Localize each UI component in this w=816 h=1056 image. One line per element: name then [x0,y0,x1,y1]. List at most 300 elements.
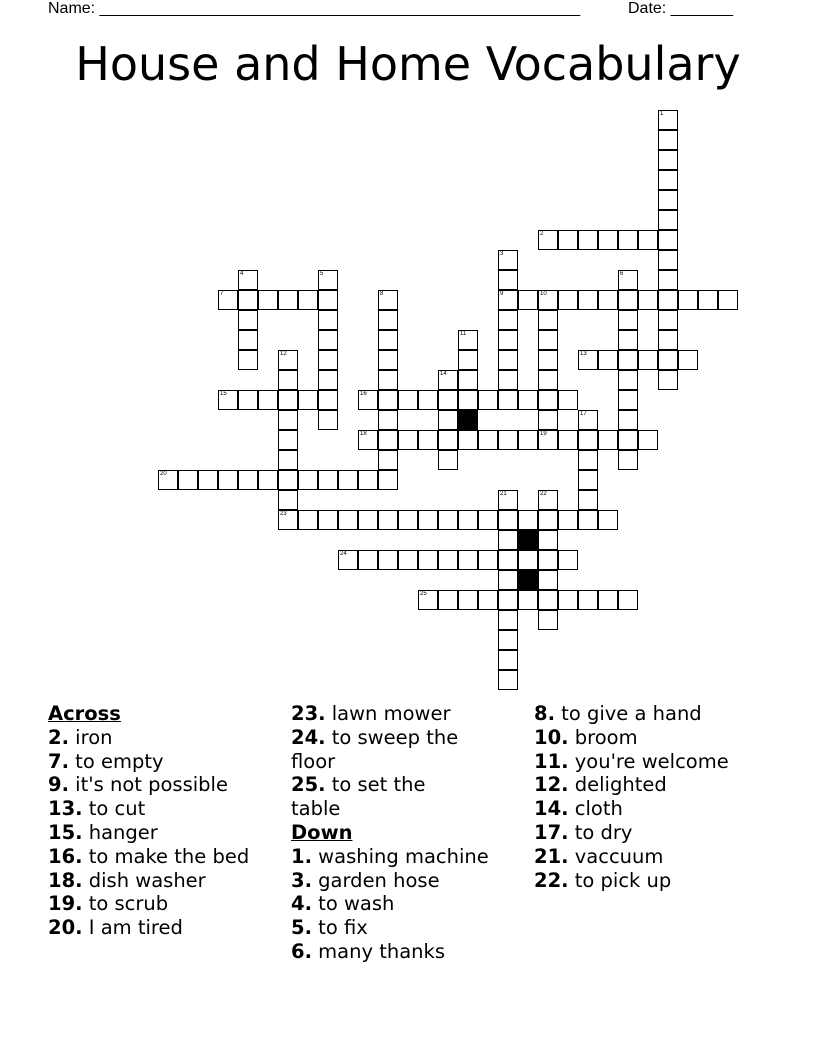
clue-text: vaccuum [568,844,664,868]
grid-cell[interactable] [538,610,558,630]
grid-cell[interactable] [458,370,478,390]
grid-cell[interactable] [538,370,558,390]
clue-text: cloth [568,797,623,821]
grid-cell[interactable] [478,550,498,570]
grid-cell[interactable] [238,270,258,290]
grid-cell[interactable] [658,130,678,150]
across-clue-2 [48,726,249,750]
across-clue-9 [48,773,249,797]
grid-cell[interactable] [498,290,518,310]
grid-cell[interactable] [658,270,678,290]
grid-cell[interactable] [518,590,538,610]
grid-cell[interactable] [438,370,458,390]
grid-cell[interactable] [618,310,638,330]
clue-number: 8. [534,702,555,725]
grid-cell[interactable] [658,170,678,190]
grid-cell[interactable] [478,430,498,450]
grid-cell[interactable] [478,510,498,530]
grid-cell[interactable] [318,350,338,370]
grid-cell[interactable] [358,510,378,530]
grid-cell[interactable] [438,450,458,470]
down-clue-4 [291,892,489,916]
grid-block [458,410,478,430]
down-clue-6 [291,940,489,964]
across-heading: Across [48,702,121,725]
grid-cell[interactable] [618,410,638,430]
grid-cell[interactable] [658,150,678,170]
clue-text: to set the table [291,773,426,821]
grid-cell[interactable] [538,490,558,510]
clue-text: to scrub [82,892,169,916]
grid-cell[interactable] [598,290,618,310]
grid-cell[interactable] [498,490,518,510]
grid-cell[interactable] [638,290,658,310]
clue-number: 24. [291,725,326,749]
grid-cell[interactable] [378,550,398,570]
cell-number: 10 [540,291,547,297]
grid-cell[interactable] [498,350,518,370]
grid-cell[interactable] [158,470,178,490]
grid-cell[interactable] [618,450,638,470]
grid-cell[interactable] [598,430,618,450]
grid-cell[interactable] [578,470,598,490]
grid-cell[interactable] [698,290,718,310]
grid-cell[interactable] [618,590,638,610]
clue-number: 1. [291,844,312,868]
grid-cell[interactable] [658,250,678,270]
cell-number: 6 [620,271,624,277]
clue-number: 12. [534,773,569,797]
grid-cell[interactable] [458,350,478,370]
grid-cell[interactable] [318,370,338,390]
grid-cell[interactable] [378,430,398,450]
grid-cell[interactable] [518,430,538,450]
grid-cell[interactable] [258,390,278,410]
down-clue-14 [534,797,729,821]
across-clue-16 [48,845,249,869]
grid-cell[interactable] [538,510,558,530]
cell-number: 17 [580,411,587,417]
cell-number: 13 [580,351,587,357]
across-clue-19 [48,892,249,916]
grid-cell[interactable] [578,350,598,370]
grid-cell[interactable] [618,270,638,290]
clue-number: 5. [291,916,312,940]
clue-text: to sweep the floor [291,725,459,773]
clue-number: 20. [48,916,83,940]
grid-cell[interactable] [498,630,518,650]
grid-cell[interactable] [558,390,578,410]
clue-number: 15. [48,820,83,844]
grid-cell[interactable] [378,410,398,430]
grid-cell[interactable] [558,230,578,250]
cell-number: 7 [220,291,224,297]
grid-cell[interactable] [258,470,278,490]
grid-cell[interactable] [358,390,378,410]
grid-cell[interactable] [458,330,478,350]
grid-cell[interactable] [458,390,478,410]
grid-cell[interactable] [618,430,638,450]
grid-cell[interactable] [358,470,378,490]
grid-cell[interactable] [378,370,398,390]
grid-cell[interactable] [678,350,698,370]
grid-cell[interactable] [598,230,618,250]
clue-number: 22. [534,868,569,892]
across-clue-13 [48,797,249,821]
grid-cell[interactable] [638,230,658,250]
grid-cell[interactable] [378,510,398,530]
down-clue-22 [534,869,729,893]
down-clue-11 [534,750,729,774]
across-clue-23 [291,702,489,726]
cell-number: 3 [500,251,504,257]
grid-cell[interactable] [518,510,538,530]
grid-cell[interactable] [278,450,298,470]
cell-number: 4 [240,271,244,277]
grid-block [518,530,538,550]
down-clue-3 [291,869,489,893]
grid-cell[interactable] [318,390,338,410]
grid-cell[interactable] [558,430,578,450]
grid-cell[interactable] [678,290,698,310]
grid-cell[interactable] [618,370,638,390]
clue-text: many thanks [311,939,445,963]
grid-cell[interactable] [558,590,578,610]
grid-cell[interactable] [438,430,458,450]
clue-text: to empty [68,749,164,773]
grid-cell[interactable] [538,390,558,410]
grid-cell[interactable] [438,510,458,530]
grid-cell[interactable] [318,470,338,490]
grid-cell[interactable] [238,310,258,330]
grid-cell[interactable] [538,410,558,430]
grid-cell[interactable] [238,290,258,310]
grid-cell[interactable] [418,590,438,610]
clue-number: 4. [291,892,312,916]
grid-cell[interactable] [498,610,518,630]
grid-cell[interactable] [398,510,418,530]
grid-cell[interactable] [278,350,298,370]
grid-cell[interactable] [578,590,598,610]
grid-cell[interactable] [418,510,438,530]
across-clue-25 [291,773,481,821]
clue-number: 21. [534,844,569,868]
grid-cell[interactable] [238,390,258,410]
grid-cell[interactable] [538,330,558,350]
grid-cell[interactable] [378,350,398,370]
grid-cell[interactable] [578,230,598,250]
clue-number: 11. [534,749,569,773]
grid-cell[interactable] [318,510,338,530]
down-clue-12 [534,773,729,797]
grid-cell[interactable] [498,530,518,550]
grid-cell[interactable] [538,230,558,250]
clue-number: 2. [48,725,69,749]
grid-cell[interactable] [658,330,678,350]
across-clue-15 [48,821,249,845]
grid-cell[interactable] [538,530,558,550]
grid-cell[interactable] [538,310,558,330]
grid-cell[interactable] [638,350,658,370]
clue-text: garden hose [311,868,440,892]
across-clue-18 [48,869,249,893]
grid-cell[interactable] [458,590,478,610]
grid-cell[interactable] [258,290,278,310]
grid-cell[interactable] [438,590,458,610]
grid-cell[interactable] [278,490,298,510]
grid-cell[interactable] [458,430,478,450]
clue-text: I am tired [82,916,183,940]
grid-cell[interactable] [498,370,518,390]
cell-number: 12 [280,351,287,357]
cell-number: 19 [540,431,547,437]
grid-cell[interactable] [418,390,438,410]
down-clue-21 [534,845,729,869]
grid-cell[interactable] [538,290,558,310]
grid-cell[interactable] [558,510,578,530]
grid-cell[interactable] [338,510,358,530]
grid-cell[interactable] [318,410,338,430]
clue-text: to wash [311,892,395,916]
grid-cell[interactable] [578,430,598,450]
clue-text: hanger [82,820,158,844]
cell-number: 25 [420,591,427,597]
grid-cell[interactable] [298,290,318,310]
grid-cell[interactable] [238,350,258,370]
grid-cell[interactable] [218,390,238,410]
grid-cell[interactable] [378,290,398,310]
grid-cell[interactable] [498,270,518,290]
clue-text: to make the bed [82,844,250,868]
grid-cell[interactable] [498,390,518,410]
grid-cell[interactable] [498,570,518,590]
grid-cell[interactable] [498,550,518,570]
grid-cell[interactable] [318,310,338,330]
grid-cell[interactable] [618,390,638,410]
grid-cell[interactable] [378,470,398,490]
grid-cell[interactable] [658,370,678,390]
clue-number: 9. [48,773,69,797]
grid-cell[interactable] [278,510,298,530]
grid-cell[interactable] [618,290,638,310]
grid-cell[interactable] [438,410,458,430]
grid-cell[interactable] [598,350,618,370]
grid-cell[interactable] [398,430,418,450]
clues-column-3 [534,702,729,892]
page-title: House and Home Vocabulary [75,37,741,91]
clues-column-2 [291,702,489,964]
cell-number: 18 [360,431,367,437]
grid-cell[interactable] [658,290,678,310]
grid-cell[interactable] [198,470,218,490]
grid-cell[interactable] [618,230,638,250]
clue-number: 25. [291,773,326,797]
down-heading: Down [291,820,353,844]
cell-number: 8 [380,291,384,297]
grid-cell[interactable] [378,390,398,410]
grid-cell[interactable] [458,550,478,570]
down-clue-17 [534,821,729,845]
clue-number: 19. [48,892,83,916]
grid-cell[interactable] [518,390,538,410]
grid-cell[interactable] [538,430,558,450]
clue-text: to pick up [568,868,672,892]
clue-number: 16. [48,844,83,868]
grid-cell[interactable] [398,390,418,410]
grid-block [518,570,538,590]
grid-cell[interactable] [298,510,318,530]
grid-cell[interactable] [278,290,298,310]
grid-cell[interactable] [318,330,338,350]
grid-cell[interactable] [318,290,338,310]
cell-number: 2 [540,231,544,237]
grid-cell[interactable] [458,510,478,530]
down-list-part-1 [291,845,489,964]
cell-number: 23 [280,511,287,517]
grid-cell[interactable] [618,330,638,350]
cell-number: 16 [360,391,367,397]
date-field[interactable]: Date: _______ [628,0,733,17]
grid-cell[interactable] [278,430,298,450]
grid-cell[interactable] [378,450,398,470]
grid-cell[interactable] [718,290,738,310]
clue-number: 13. [48,797,83,821]
grid-cell[interactable] [658,310,678,330]
grid-cell[interactable] [498,670,518,690]
clue-text: delighted [568,773,667,797]
grid-cell[interactable] [578,290,598,310]
grid-cell[interactable] [498,250,518,270]
down-list-part-2 [534,702,729,892]
grid-cell[interactable] [358,430,378,450]
clue-text: to dry [568,820,633,844]
grid-cell[interactable] [518,290,538,310]
grid-cell[interactable] [318,270,338,290]
grid-cell[interactable] [238,470,258,490]
grid-cell[interactable] [418,430,438,450]
cell-number: 22 [540,491,547,497]
clue-number: 6. [291,939,312,963]
clue-number: 3. [291,868,312,892]
across-list-part-2 [291,702,489,821]
grid-cell[interactable] [338,550,358,570]
grid-cell[interactable] [478,390,498,410]
grid-cell[interactable] [338,470,358,490]
grid-cell[interactable] [558,290,578,310]
grid-cell[interactable] [658,110,678,130]
cell-number: 11 [460,331,467,337]
clue-number: 17. [534,820,569,844]
grid-cell[interactable] [278,390,298,410]
grid-cell[interactable] [378,330,398,350]
across-clue-7 [48,750,249,774]
clue-text: washing machine [311,844,489,868]
grid-cell[interactable] [618,350,638,370]
grid-cell[interactable] [238,330,258,350]
clue-text: to cut [82,797,146,821]
grid-cell[interactable] [558,550,578,570]
cell-number: 24 [340,551,347,557]
cell-number: 14 [440,371,447,377]
cell-number: 15 [220,391,227,397]
grid-cell[interactable] [638,430,658,450]
grid-cell[interactable] [578,490,598,510]
clue-text: to fix [311,916,368,940]
cell-number: 5 [320,271,324,277]
grid-cell[interactable] [538,570,558,590]
grid-cell[interactable] [538,350,558,370]
clue-text: broom [568,725,638,749]
across-list-part-1 [48,726,249,940]
cell-number: 20 [160,471,167,477]
across-clue-20 [48,916,249,940]
grid-cell[interactable] [538,590,558,610]
grid-cell[interactable] [578,410,598,430]
grid-cell[interactable] [278,470,298,490]
grid-cell[interactable] [498,330,518,350]
grid-cell[interactable] [438,390,458,410]
grid-cell[interactable] [378,310,398,330]
cell-number: 9 [500,291,504,297]
cell-number: 1 [660,111,664,117]
grid-cell[interactable] [518,550,538,570]
grid-cell[interactable] [218,470,238,490]
down-clue-10 [534,726,729,750]
grid-cell[interactable] [658,350,678,370]
name-field[interactable]: Name: ______________________________________________________ [48,0,581,17]
clue-number: 7. [48,749,69,773]
grid-cell[interactable] [598,510,618,530]
grid-cell[interactable] [398,550,418,570]
grid-cell[interactable] [658,190,678,210]
grid-cell[interactable] [498,510,518,530]
grid-cell[interactable] [598,590,618,610]
grid-cell[interactable] [298,470,318,490]
grid-cell[interactable] [538,550,558,570]
grid-cell[interactable] [658,210,678,230]
grid-cell[interactable] [498,430,518,450]
clue-number: 18. [48,868,83,892]
clue-text: dish washer [82,868,206,892]
grid-cell[interactable] [498,310,518,330]
grid-cell[interactable] [358,550,378,570]
clue-text: to give a hand [554,702,702,725]
grid-cell[interactable] [478,590,498,610]
down-clue-1 [291,845,489,869]
grid-cell[interactable] [438,550,458,570]
clue-number: 10. [534,725,569,749]
grid-cell[interactable] [578,510,598,530]
grid-cell[interactable] [658,230,678,250]
grid-cell[interactable] [218,290,238,310]
grid-cell[interactable] [578,450,598,470]
clues-column-1 [48,702,249,940]
grid-cell[interactable] [278,370,298,390]
cell-number: 21 [500,491,507,497]
grid-cell[interactable] [498,590,518,610]
grid-cell[interactable] [498,650,518,670]
down-clue-8 [534,702,729,726]
grid-cell[interactable] [278,410,298,430]
down-clue-5 [291,916,489,940]
clue-text: you're welcome [568,749,729,773]
grid-cell[interactable] [418,550,438,570]
grid-cell[interactable] [178,470,198,490]
grid-cell[interactable] [298,390,318,410]
clue-text: iron [68,725,113,749]
clue-number: 23. [291,702,326,725]
across-clue-24 [291,726,481,774]
